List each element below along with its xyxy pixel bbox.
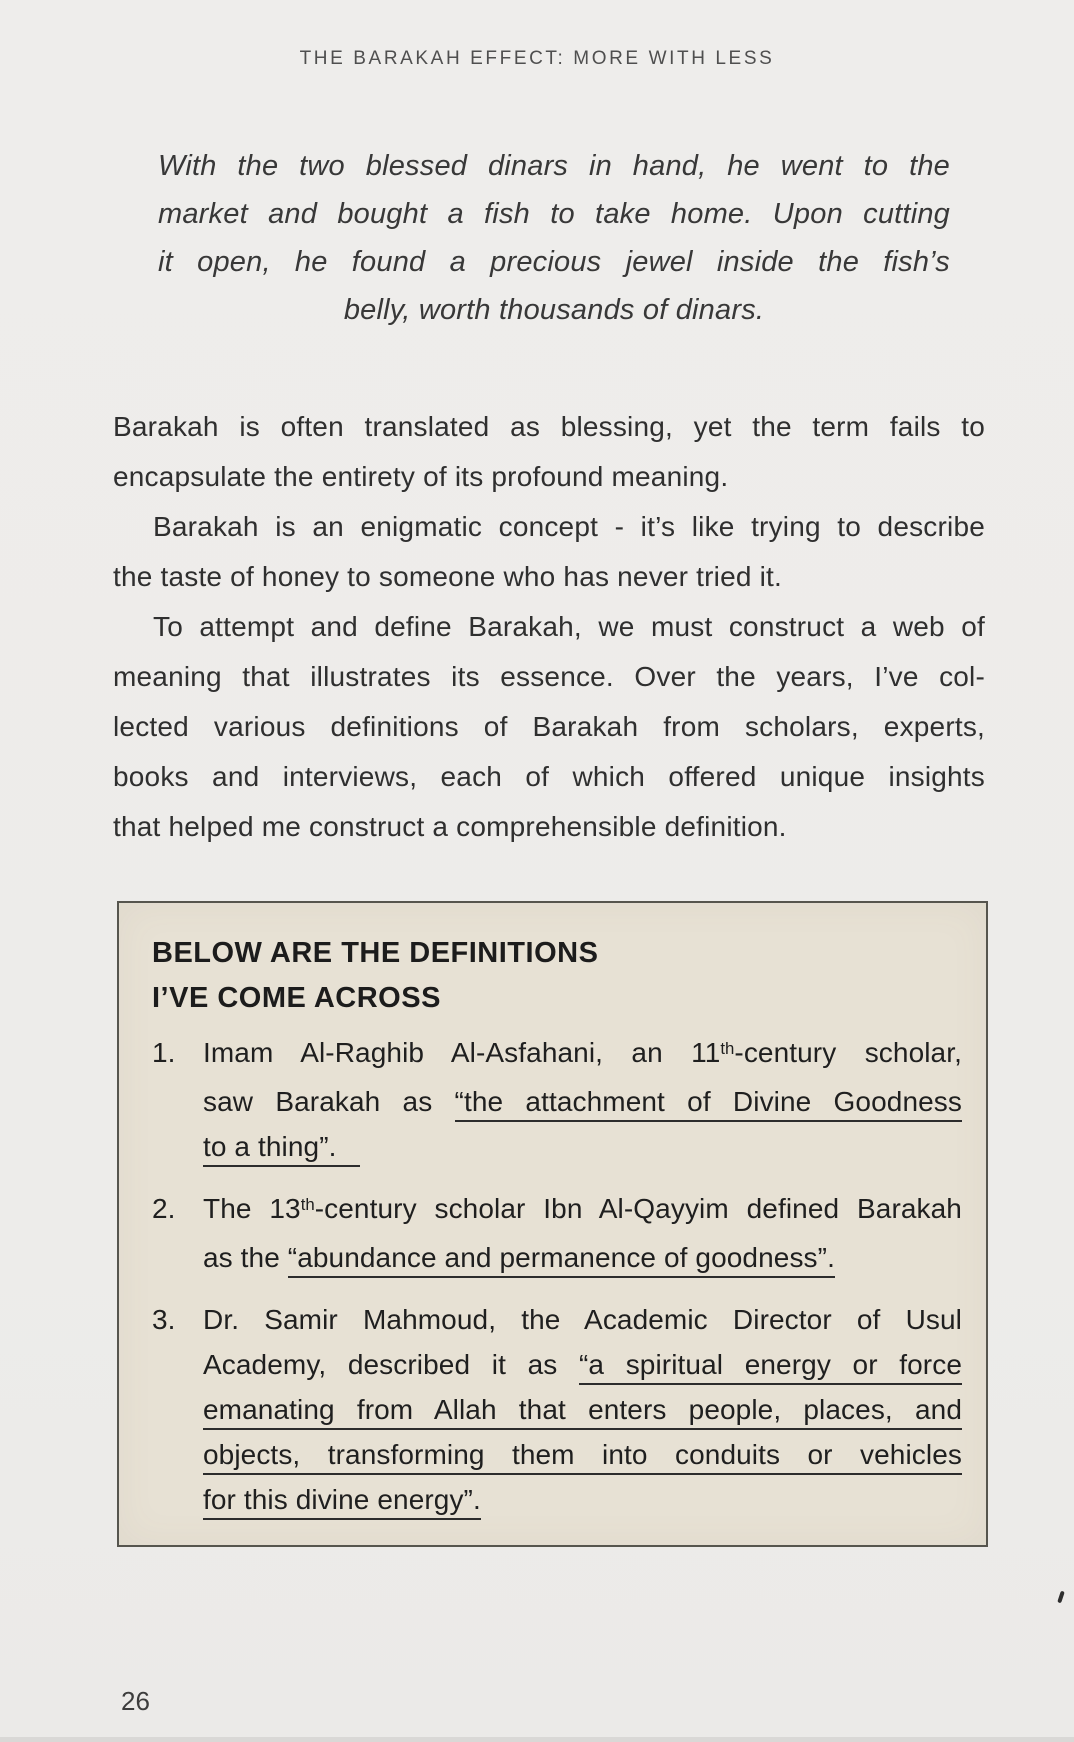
underlined-phrase: “abundance and permanence of goodness”. xyxy=(288,1242,835,1278)
quote-line: it open, he found a precious jewel inside the fish’s xyxy=(158,246,950,278)
definition-line xyxy=(203,1186,962,1235)
definition-number: 3. xyxy=(152,1304,176,1335)
definition-line xyxy=(203,1432,962,1477)
body-line: books and interviews, each of which offered unique insights xyxy=(113,761,985,792)
definition-line xyxy=(203,1030,962,1079)
underlined-phrase: objects, transforming them into conduits or vehicles xyxy=(203,1439,962,1475)
running-header: THE BARAKAH EFFECT: MORE WITH LESS xyxy=(299,48,775,69)
underlined-phrase: “a spiritual energy or force xyxy=(579,1349,962,1385)
body-line: Barakah is an enigmatic concept - it’s like trying to describe xyxy=(153,511,985,542)
definition-text xyxy=(203,1297,962,1522)
definition-line xyxy=(203,1124,962,1169)
superscript: th xyxy=(720,1038,735,1058)
definition-line xyxy=(203,1477,962,1522)
definitions-box-heading-line: BELOW ARE THE DEFINITIONS xyxy=(152,937,599,969)
body-line: To attempt and define Barakah, we must construct a web of xyxy=(153,611,985,642)
scan-edge xyxy=(0,1737,1074,1742)
underlined-phrase: for this divine energy”. xyxy=(203,1484,481,1520)
text-segment: -century scholar Ibn Al-Qayyim defined Barakah xyxy=(314,1193,962,1224)
definition-line xyxy=(203,1297,962,1342)
definition-line xyxy=(203,1235,962,1280)
body-line: that helped me construct a comprehensible definition. xyxy=(113,811,787,842)
page-number: 26 xyxy=(121,1686,150,1716)
quote-line: belly, worth thousands of dinars. xyxy=(343,294,765,326)
body-line: encapsulate the entirety of its profound meaning. xyxy=(113,461,729,492)
scan-speck xyxy=(1057,1591,1065,1604)
text-segment: Dr. Samir Mahmoud, the Academic Director of Usul xyxy=(203,1304,962,1335)
definition-item xyxy=(152,1030,962,1169)
body-line: lected various definitions of Barakah from scholars, experts, xyxy=(113,711,985,742)
definition-text xyxy=(203,1030,962,1169)
underlined-phrase: to a thing”. xyxy=(203,1131,360,1167)
definition-line xyxy=(203,1387,962,1432)
text-segment: -century scholar, xyxy=(734,1037,962,1068)
definitions-box-heading xyxy=(152,931,962,1021)
definition-number: 1. xyxy=(152,1037,176,1068)
quote-line: market and bought a fish to take home. Upon cutting xyxy=(158,198,950,230)
superscript: th xyxy=(300,1194,315,1214)
body-line: the taste of honey to someone who has never tried it. xyxy=(113,561,782,592)
definition-item xyxy=(152,1297,962,1522)
underlined-phrase: emanating from Allah that enters people, places, and xyxy=(203,1394,962,1430)
text-segment: as the xyxy=(203,1242,288,1273)
underlined-phrase: “the attachment of Divine Goodness xyxy=(455,1086,962,1122)
definitions-box xyxy=(117,901,988,1547)
definition-item xyxy=(152,1186,962,1280)
definition-text xyxy=(203,1186,962,1280)
body-line: meaning that illustrates its essence. Over the years, I’ve col- xyxy=(113,661,985,692)
text-segment: saw Barakah as xyxy=(203,1086,455,1117)
opening-quote xyxy=(158,142,950,334)
definitions-list xyxy=(152,1030,962,1522)
definition-line xyxy=(203,1079,962,1124)
text-segment: Imam Al-Raghib Al-Asfahani, an 11 xyxy=(203,1037,721,1068)
quote-line: With the two blessed dinars in hand, he went to the xyxy=(158,150,950,182)
definition-number: 2. xyxy=(152,1193,176,1224)
text-segment: Academy, described it as xyxy=(203,1349,579,1380)
definitions-box-heading-line: I’VE COME ACROSS xyxy=(152,982,441,1014)
body-paragraphs xyxy=(113,402,985,852)
body-line: Barakah is often translated as blessing, yet the term fails to xyxy=(113,411,985,442)
text-segment: The 13 xyxy=(203,1193,301,1224)
definition-line xyxy=(203,1342,962,1387)
